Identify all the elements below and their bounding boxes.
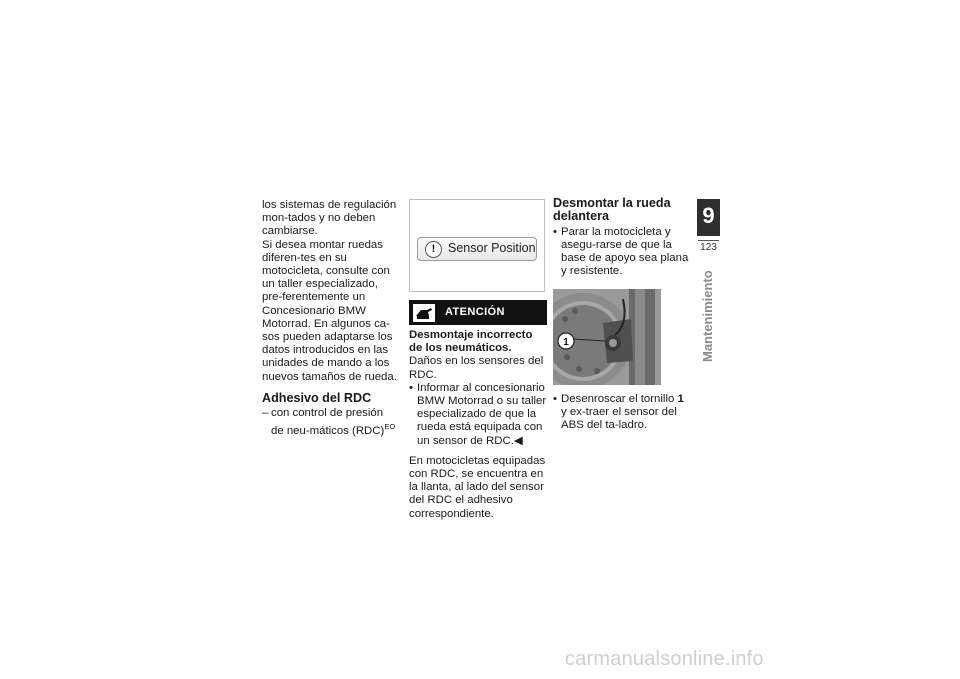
chapter-title: Mantenimiento [700,270,715,362]
dash-item [262,407,398,438]
brake-caliper-image [553,289,661,385]
list-item [409,382,547,448]
bullet-marker: • [553,225,557,238]
watermark: carmanualsonline.info [565,648,764,670]
chapter-tab [697,199,720,236]
chapter-number: 9 [702,203,715,228]
warning-title: ATENCIÓN [445,305,505,318]
bullet-text-pre: Desenroscar el tornillo [561,392,678,405]
bullet-text-ref: 1 [677,392,684,405]
sensor-position-text: Sensor Position [448,241,536,256]
chapter-title-vertical [700,270,720,430]
paragraph: En motocicletas equipadas con RDC, se encuentra en la llanta, al lado del sensor del RDC el adhesivo correspondiente. [409,454,546,520]
end-marker-icon: ◀ [513,434,523,447]
paragraph: Si desea montar ruedas diferen-tes en su motocicleta, consulte con un taller especializado, pre-ferentemente un Concesionario BMW Motorrad. En algunos ca-sos pueden adaptarse los datos introducidos en las unidades de mando a los nuevos tamaños de rueda. [262,238,397,383]
section-heading: Desmontar la rueda delantera [553,196,671,224]
divider [698,240,719,241]
list-item-text [561,393,691,433]
column-2 [409,199,547,521]
sensor-position-sticker-illustration [409,199,545,292]
bullet-marker: • [553,392,557,405]
warning-subject: Desmontaje incorrecto de los neumáticos. [409,329,533,355]
callout-1: 1 [563,336,569,348]
exclamation-icon: ! [425,241,442,258]
bullet-text-post: y ex-traer el sensor del ABS del ta-ladro. [561,405,677,432]
option-superscript: EO [384,422,396,432]
page-number: 123 [700,242,717,253]
list-item-text [417,382,547,448]
dash-item-text [271,407,398,438]
hand-warning-icon [413,304,435,322]
dash-marker: – [262,407,269,420]
dash-item-label: con control de presión de neu-máticos (RDC) [271,407,385,438]
front-wheel-photo [553,289,661,385]
bullet-text: Parar la motocicleta y asegu-rarse de que la base de apoyo sea plana y resistente. [561,225,689,278]
bullet-marker: • [409,381,413,394]
list-item [553,226,691,279]
bullet-text: Informar al concesionario BMW Motorrad o su taller especializado de que la rueda está equipada con un sensor de RDC. [417,381,547,447]
column-1 [262,199,398,439]
warning-text: Daños en los sensores del RDC. [409,355,544,381]
paragraph: los sistemas de regulación mon-tados y no deben cambiarse. [262,199,397,238]
column-3 [553,196,691,432]
section-heading: Adhesivo del RDC [262,390,372,405]
sensor-position-label [417,237,537,261]
warning-banner [409,300,547,325]
list-item [553,393,691,433]
